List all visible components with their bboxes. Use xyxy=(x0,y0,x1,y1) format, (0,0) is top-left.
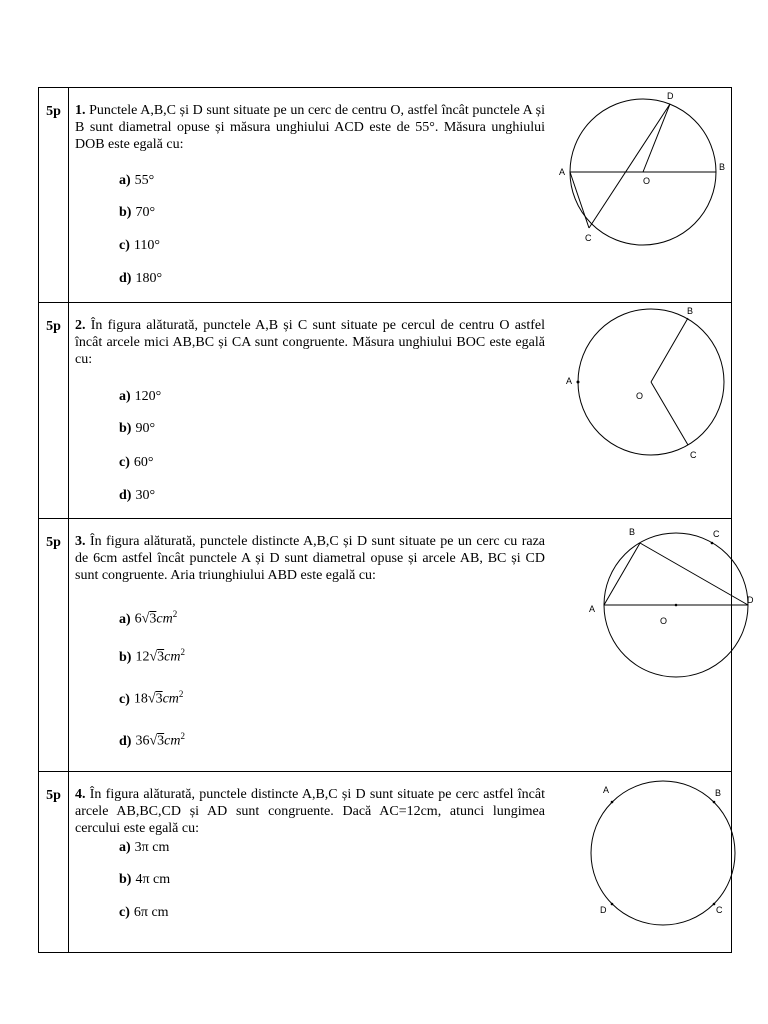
option-a[interactable]: a) $6√3cm^2$ xyxy=(119,609,178,627)
question-number: 1. xyxy=(75,103,86,118)
label-b: B xyxy=(715,788,722,798)
label-a: A xyxy=(589,604,596,614)
label-d: D xyxy=(747,595,754,605)
question-text xyxy=(75,786,545,837)
points-label: 5p xyxy=(39,88,69,302)
label-b: B xyxy=(687,306,694,316)
circle-figure-1 xyxy=(559,88,733,302)
problem-content xyxy=(69,303,731,518)
option-b[interactable]: b) 90° xyxy=(119,421,156,436)
question-text xyxy=(75,102,545,153)
problem-row-1 xyxy=(39,88,731,302)
label-a: A xyxy=(603,785,610,795)
option-a[interactable]: a) 120° xyxy=(119,389,162,404)
question-text xyxy=(75,317,545,368)
points-label: 5p xyxy=(39,772,69,952)
option-d[interactable]: d) 30° xyxy=(119,488,156,503)
points-label: 5p xyxy=(39,303,69,518)
label-c: C xyxy=(716,905,723,915)
question-number: 2. xyxy=(75,318,86,333)
question-body: În figura alăturată, punctele distincte A,B,C și D sunt situate pe un cerc cu raza de 6cm astfel încât punctele A și D sunt diametral opuse și arcele AB, BC și CD sunt congruente. Aria triunghiului ABD este egală cu: xyxy=(75,534,546,583)
problem-content xyxy=(69,88,731,302)
option-a[interactable]: a) 55° xyxy=(119,173,155,188)
circle-figure-2 xyxy=(559,303,733,518)
segment-cd xyxy=(589,104,670,228)
question-number: 3. xyxy=(75,534,86,549)
radius-oc xyxy=(651,382,688,445)
point-c xyxy=(711,542,714,545)
option-c[interactable]: c) 6π cm xyxy=(119,905,169,920)
segment-bd xyxy=(640,543,748,605)
question-body: În figura alăturată, punctele A,B și C sunt situate pe cercul de centru O astfel încât arcele mici AB,BC și CA sunt congruente. Măsura unghiului BOC este egală cu: xyxy=(75,318,546,367)
option-d[interactable]: d) 180° xyxy=(119,271,163,286)
circle-figure-4 xyxy=(559,772,733,952)
label-a: A xyxy=(559,167,566,177)
option-b[interactable]: b) $12√3cm^2$ xyxy=(119,647,185,665)
label-d: D xyxy=(667,91,674,101)
label-o: O xyxy=(660,616,668,626)
segment-ac xyxy=(570,172,589,228)
point-d xyxy=(611,903,614,906)
question-text xyxy=(75,533,545,584)
radius-ob xyxy=(651,318,688,382)
option-b[interactable]: b) 4π cm xyxy=(119,872,171,887)
label-o: O xyxy=(643,176,651,186)
label-b: B xyxy=(629,527,636,537)
segment-od xyxy=(643,104,670,172)
points-label: 5p xyxy=(39,519,69,771)
label-a: A xyxy=(566,376,573,386)
problem-row-4 xyxy=(39,771,731,952)
label-c: C xyxy=(690,450,697,460)
problem-row-2 xyxy=(39,302,731,518)
option-c[interactable]: c) $18√3cm^2$ xyxy=(119,689,184,707)
problem-content xyxy=(69,519,754,771)
label-b: B xyxy=(719,162,726,172)
problem-content xyxy=(69,772,731,952)
option-b[interactable]: b) 70° xyxy=(119,205,156,220)
center-point xyxy=(675,604,678,607)
option-d[interactable]: d) $36√3cm^2$ xyxy=(119,731,185,749)
label-c: C xyxy=(713,529,720,539)
label-c: C xyxy=(585,233,592,243)
point-c xyxy=(713,903,716,906)
point-a xyxy=(577,381,580,384)
point-b xyxy=(713,801,716,804)
option-c[interactable]: c) 110° xyxy=(119,238,160,253)
label-o: O xyxy=(636,391,644,401)
segment-ab xyxy=(604,543,640,605)
option-c[interactable]: c) 60° xyxy=(119,455,154,470)
option-a[interactable]: a) 3π cm xyxy=(119,840,170,855)
question-number: 4. xyxy=(75,787,86,802)
circle-figure-3 xyxy=(559,519,754,771)
question-body: În figura alăturată, punctele distincte A,B,C și D sunt situate pe cerc astfel încât arcele AB,BC,CD și AD sunt congruente. Dacă AC=12cm, atunci lungimea cercului este egală cu: xyxy=(75,787,545,836)
problem-table xyxy=(38,87,754,953)
label-d: D xyxy=(600,905,607,915)
problem-row-3 xyxy=(39,518,754,771)
question-body: Punctele A,B,C și D sunt situate pe un cerc de centru O, astfel încât punctele A și B sunt diametral opuse și măsura unghiului ACD este de 55°. Măsura unghiului DOB este egală cu: xyxy=(75,103,545,152)
point-a xyxy=(611,801,614,804)
